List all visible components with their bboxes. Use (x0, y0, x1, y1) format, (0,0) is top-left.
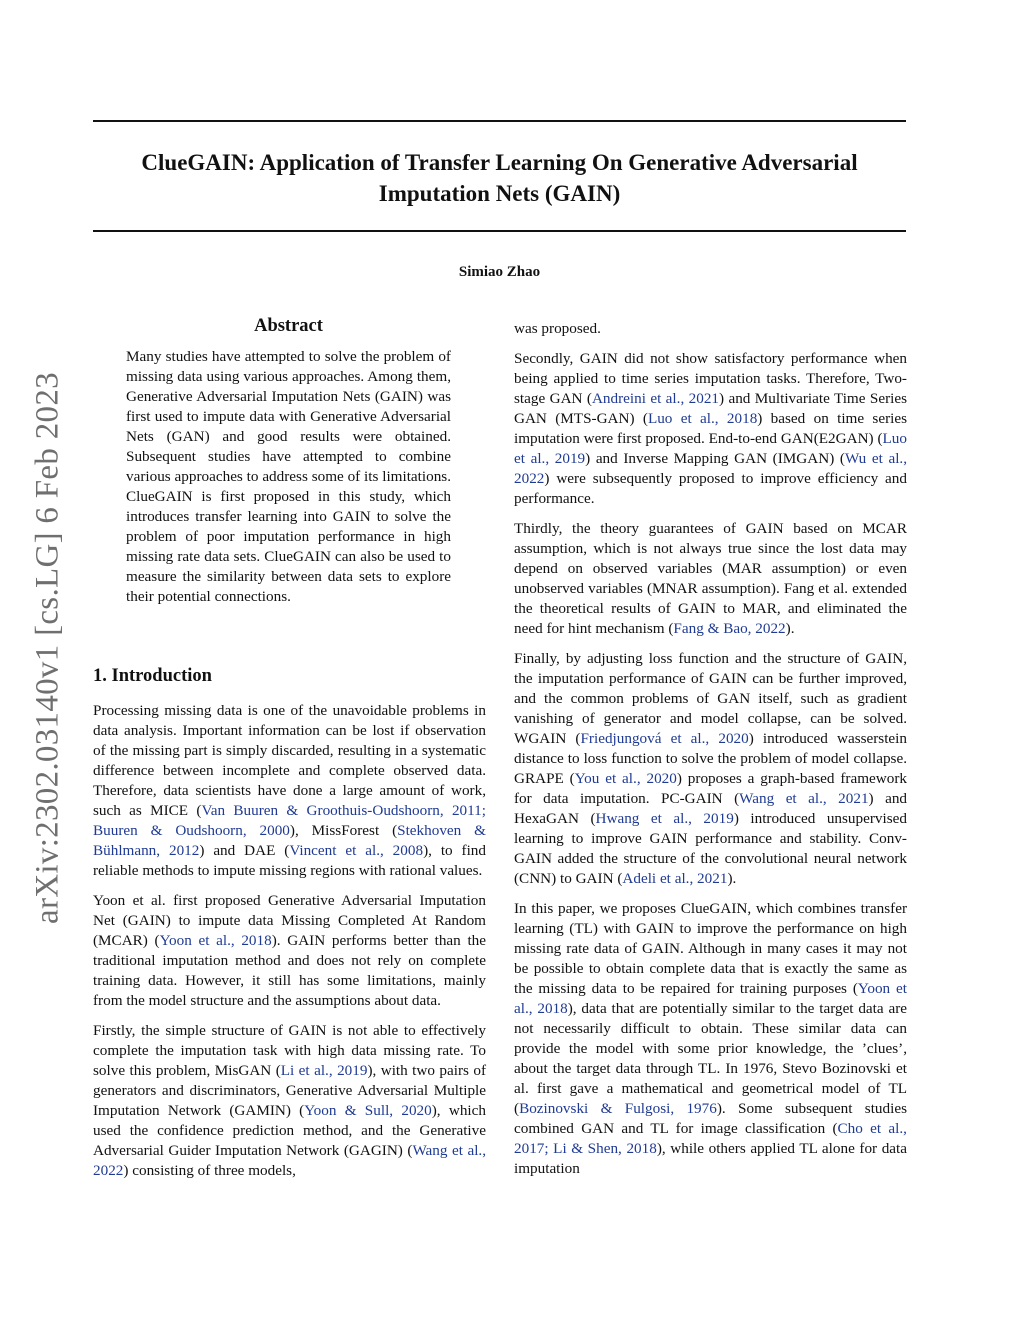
body-text: ), which used the confidence prediction method, and the Generative Adversarial Guider Imputation Network (GAGIN) ( (93, 1102, 486, 1159)
citation-link[interactable]: Yoon et al., 2018 (159, 932, 272, 949)
body-text: Finally, by adjusting loss function and the structure of GAIN, the imputation performance of GAIN can be further improved, and the common problems of GAN itself, such as gradient vanishing of generator and model collapse, can be solved. WGAIN ( (514, 650, 907, 747)
citation-link[interactable]: Bozinovski & Fulgosi, 1976 (519, 1100, 717, 1117)
title-bottom-rule (93, 230, 906, 232)
right-column-body (514, 319, 907, 1189)
citation-link[interactable]: Friedjungová et al., 2020 (580, 730, 749, 747)
body-paragraph (514, 519, 907, 639)
body-text: ), while others applied TL alone for data imputation (514, 1140, 907, 1177)
body-text: In this paper, we proposes ClueGAIN, which combines transfer learning (TL) with GAIN to improve the performance on high missing rate data of GAIN. Although in many cases it may not be possible to obtain complete data that is exactly the same as the missing data to be repaired for training purposes ( (514, 900, 907, 997)
body-paragraph (514, 319, 907, 339)
body-text: ) introduced unsupervised learning to improve GAIN performance and stability. Conv-GAIN added the structure of the convolutional neural network (CNN) to GAIN ( (514, 810, 907, 887)
citation-link[interactable]: Li et al., 2019 (280, 1062, 368, 1079)
title-line-1: ClueGAIN: Application of Transfer Learning On Generative Adversarial (141, 150, 858, 175)
citation-link[interactable]: Fang & Bao, 2022 (673, 620, 786, 637)
body-paragraph (514, 649, 907, 889)
body-text: ). (785, 620, 795, 637)
body-text: ) were subsequently proposed to improve efficiency and performance. (514, 470, 907, 507)
body-text: Thirdly, the theory guarantees of GAIN based on MCAR assumption, which is not always true since the lost data may depend on observed variables (MAR assumption) or even unobserved variables (MNAR assumption). Fang et al. extended the theoretical results of GAIN to MAR, and eliminated the need for hint mechanism ( (514, 520, 907, 637)
body-text: Firstly, the simple structure of GAIN is not able to effectively complete the imputation task with high data missing rate. To solve this problem, MisGAN ( (93, 1022, 486, 1079)
body-text: ) proposes a graph-based framework for data imputation. PC-GAIN ( (514, 770, 907, 807)
citation-link[interactable]: Vincent et al., 2008 (289, 842, 424, 859)
body-text: ), MissForest ( (289, 822, 398, 839)
body-text: Secondly, GAIN did not show satisfactory performance when being applied to time series imputation tasks. Therefore, Two-stage GAN ( (514, 350, 907, 407)
body-text: Yoon et al. first proposed Generative Adversarial Imputation Net (GAIN) to impute data Missing Completed At Random (MCAR) ( (93, 892, 486, 949)
citation-link[interactable]: Stekhoven & Bühlmann, 2012 (93, 822, 486, 859)
citation-link[interactable]: Yoon & Sull, 2020 (304, 1102, 432, 1119)
citation-link[interactable]: Andreini et al., 2021 (591, 390, 720, 407)
body-text: ), with two pairs of generators and discriminators, Generative Adversarial Multiple Imputation Network (GAMIN) ( (93, 1062, 487, 1119)
citation-link[interactable]: Wu et al., 2022 (514, 450, 908, 487)
body-text: ) introduced wasserstein distance to loss function to solve the problem of model collapse. GRAPE ( (514, 730, 907, 787)
citation-link[interactable]: Luo et al., 2019 (514, 430, 907, 467)
arxiv-stamp: arXiv:2302.03140v1 [cs.LG] 6 Feb 2023 (29, 372, 66, 924)
body-paragraph (514, 349, 907, 509)
body-paragraph (93, 891, 486, 1011)
body-text: ) and Inverse Mapping GAN (IMGAN) ( (585, 450, 845, 467)
section-heading-introduction: 1. Introduction (93, 666, 212, 686)
citation-link[interactable]: Cho et al., 2017; Li & Shen, 2018 (514, 1120, 907, 1157)
citation-link[interactable]: Adeli et al., 2021 (622, 870, 728, 887)
author-name: Simiao Zhao (458, 264, 541, 280)
body-text: was proposed. (514, 320, 601, 337)
body-text: ) based on time series imputation were first proposed. End-to-end GAN(E2GAN) ( (514, 410, 908, 447)
citation-link[interactable]: You et al., 2020 (574, 770, 677, 787)
body-text: ). (727, 870, 737, 887)
abstract-heading: Abstract (254, 316, 323, 336)
citation-link[interactable]: Wang et al., 2021 (739, 790, 869, 807)
body-paragraph (93, 1021, 486, 1181)
citation-link[interactable]: Yoon et al., 2018 (514, 980, 907, 1017)
body-text: ) and Multivariate Time Series GAN (MTS-GAN) ( (514, 390, 907, 427)
body-text: ) consisting of three models, (123, 1162, 296, 1179)
body-text: ). GAIN performs better than the traditional imputation method and does not rely on complete training data. However, it still has some limitations, mainly from the model structure and the assumptions about data. (93, 932, 486, 1009)
body-text: ) and HexaGAN ( (514, 790, 908, 827)
body-paragraph (93, 701, 486, 881)
paper-title (93, 147, 906, 209)
citation-link[interactable]: Luo et al., 2018 (647, 410, 758, 427)
body-paragraph (514, 899, 907, 1179)
body-text: ) and DAE ( (199, 842, 290, 859)
abstract-text: Many studies have attempted to solve the problem of missing data using various approaches. Among them, Generative Adversarial Imputation Nets (GAIN) was first used to impute data with Generative Adversarial Nets (GAN) and good results were obtained. Subsequent studies have attempted to combine various approaches to address some of its limitations. ClueGAIN is first proposed in this study, which introduces transfer learning into GAIN to solve the problem of poor imputation performance in high missing rate data sets. ClueGAIN can also be used to measure the similarity between data sets to explore their potential connections. (126, 348, 451, 605)
body-text: ). Some subsequent studies combined GAN and TL for image classification ( (514, 1100, 907, 1137)
left-column-body (93, 701, 486, 1191)
citation-link[interactable]: Wang et al., 2022 (93, 1142, 487, 1179)
top-rule (93, 120, 906, 122)
title-line-2: Imputation Nets (GAIN) (378, 181, 621, 206)
citation-link[interactable]: Van Buuren & Groothuis-Oudshoorn, 2011; Buuren & Oudshoorn, 2000 (93, 802, 486, 839)
body-text: ), data that are potentially similar to the target data are not necessarily difficult to obtain. These similar data can provide the model with some prior knowledge, the ’clues’, about the target data through TL. In 1976, Stevo Bozinovski et al. first gave a mathematical and geometrical model of TL ( (514, 1000, 907, 1117)
body-text: Processing missing data is one of the unavoidable problems in data analysis. Important information can be lost if observation of the missing part is simply discarded, resulting in a systematic difference between incomplete and complete observed data. Therefore, data scientists have done a large amount of work, such as MICE ( (93, 702, 486, 819)
citation-link[interactable]: Hwang et al., 2019 (595, 810, 734, 827)
body-text: ), to find reliable methods to impute missing regions with rational values. (93, 842, 486, 879)
